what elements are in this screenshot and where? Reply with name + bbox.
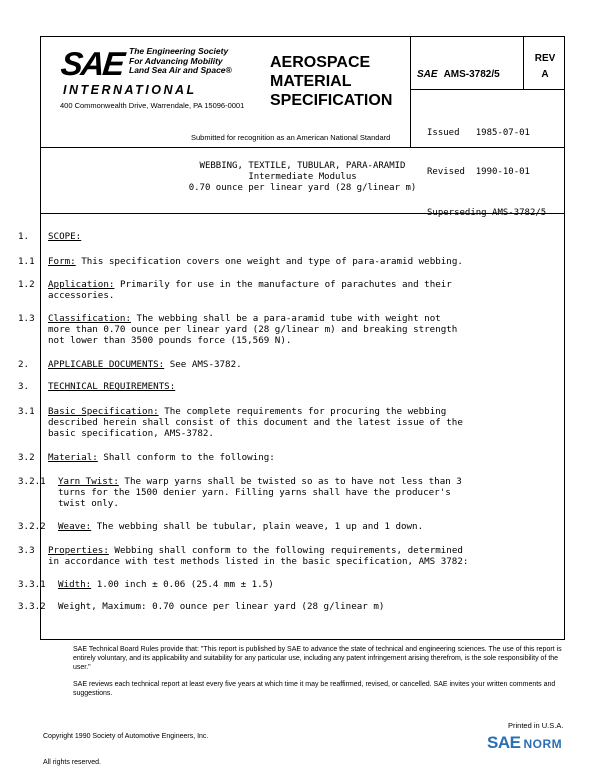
title-line: MATERIAL — [270, 73, 352, 90]
section-3-2-1 — [58, 476, 462, 487]
watermark-norm: NORM — [523, 737, 563, 751]
section-number: 3.2.2 — [18, 521, 46, 532]
section-text: Webbing shall conform to the following requirements, determined — [114, 545, 463, 556]
doc-number-value: AMS-3782/5 — [443, 69, 500, 80]
title-line: AEROSPACE — [270, 54, 371, 71]
section-heading: APPLICABLE DOCUMENTS: — [48, 359, 165, 370]
header-divider-rev — [523, 37, 524, 89]
title-line: SPECIFICATION — [270, 92, 393, 109]
section-text: Shall conform to the following: — [103, 452, 275, 463]
section-2 — [48, 359, 242, 370]
section-text: basic specification, AMS-3782. — [48, 428, 214, 439]
sae-norm-watermark — [487, 733, 562, 753]
section-number: 2. — [18, 359, 30, 370]
copyright-line: All rights reserved. — [43, 758, 101, 766]
section-heading: Classification: — [48, 313, 131, 324]
section-text: accessories. — [48, 290, 115, 301]
section-text: turns for the 1500 denier yarn. Filling yarns shall have the producer's — [58, 487, 451, 498]
section-number: 3. — [18, 381, 30, 392]
footer-notices — [73, 645, 563, 706]
review-notice: SAE reviews each technical report at least every five years at which time it may be reaffirmed, revised, or cancelled. SAE invites your written comments and suggestions. — [73, 681, 556, 697]
section-1-3 — [48, 313, 441, 324]
section-number: 3.3.1 — [18, 579, 46, 590]
subject-line-3: 0.70 ounce per linear yard (28 g/linear m) — [188, 183, 417, 193]
section-3-3-1 — [58, 579, 274, 590]
tagline-line: The Engineering Society — [129, 46, 229, 56]
section-text: described herein shall consist of this document and the latest issue of the — [48, 417, 463, 428]
revision-box — [525, 51, 565, 83]
section-heading: Basic Specification: — [48, 406, 159, 417]
section-number: 3.2 — [18, 452, 35, 463]
section-3-3 — [48, 545, 463, 556]
section-number: 1.3 — [18, 313, 35, 324]
section-text: The webbing shall be a para-aramid tube with weight not — [136, 313, 441, 324]
section-number: 1.2 — [18, 279, 35, 290]
section-text: in accordance with test methods listed in the basic specification, AMS 3782: — [48, 556, 469, 567]
header-divider-horizontal — [410, 89, 564, 90]
section-1-1 — [48, 256, 463, 267]
doc-prefix: SAE — [417, 69, 438, 80]
section-text: not lower than 3500 pounds force (15,569 N). — [48, 335, 292, 346]
sae-tagline — [129, 47, 232, 76]
section-text: See AMS-3782. — [169, 359, 242, 370]
section-heading: Properties: — [48, 545, 109, 556]
address: 400 Commonwealth Drive, Warrendale, PA 15096-0001 — [60, 101, 245, 110]
section-heading: Form: — [48, 256, 76, 267]
section-1-2 — [48, 279, 452, 290]
subject-line-1: WEBBING, TEXTILE, TUBULAR, PARA-ARAMID — [199, 161, 406, 171]
section-heading: Weave: — [58, 521, 92, 532]
tagline-line: Land Sea Air and Space® — [129, 65, 232, 75]
section-text: Primarily for use in the manufacture of parachutes and their — [119, 279, 452, 290]
international-wordmark: INTERNATIONAL — [63, 83, 197, 97]
rev-value: A — [541, 69, 549, 80]
copyright — [43, 716, 208, 776]
section-text: 1.00 inch ± 0.06 (25.4 mm ± 1.5) — [96, 579, 274, 590]
section-3-3-2 — [58, 601, 384, 612]
technical-board-notice: SAE Technical Board Rules provide that: "This report is published by SAE to advance the state of technical and engineering sciences. The use of this report is entirely voluntary, and its applicability and suitability for any particular use, including any patent infringement arising therefrom, is the sole responsibility of the user." — [73, 646, 562, 671]
section-text: more than 0.70 ounce per linear yard (28 g/linear m) and breaking strength — [48, 324, 458, 335]
tagline-line: For Advancing Mobility — [129, 55, 223, 66]
section-text: 0.70 ounce per linear yard (28 g/linear m) — [152, 601, 385, 612]
section-3-2-2 — [58, 521, 423, 532]
section-3-1 — [48, 406, 446, 417]
document-type-title — [270, 53, 392, 110]
section-number: 3.1 — [18, 406, 35, 417]
section-number: 3.3.2 — [18, 601, 46, 612]
watermark-sae: SAE — [487, 733, 521, 752]
copyright-line: Copyright 1990 Society of Automotive Engineers, Inc. — [43, 733, 209, 740]
section-number: 3.3 — [18, 545, 35, 556]
section-heading: Material: — [48, 452, 98, 463]
section-title: SCOPE: — [48, 231, 82, 242]
section-text: twist only. — [58, 498, 119, 509]
subject-line-2: Intermediate Modulus — [248, 172, 357, 182]
section-heading: Weight, Maximum: — [58, 601, 147, 612]
section-heading: Width: — [58, 579, 92, 590]
section-text: This specification covers one weight and type of para-aramid webbing. — [81, 256, 463, 267]
section-title: TECHNICAL REQUIREMENTS: — [48, 381, 176, 392]
section-text: The complete requirements for procuring the webbing — [164, 406, 447, 417]
rev-label: REV — [534, 53, 556, 64]
section-heading: Yarn Twist: — [58, 476, 119, 487]
subject-block — [41, 161, 564, 194]
section-heading: Application: — [48, 279, 115, 290]
printed-in: Printed in U.S.A. — [508, 721, 564, 730]
section-number: 3.2.1 — [18, 476, 46, 487]
revised-date: Revised 1990-10-01 — [427, 167, 530, 177]
issued-date: Issued 1985-07-01 — [427, 128, 530, 138]
ansi-recognition-note: Submitted for recognition as an American National Standard — [191, 133, 391, 142]
section-number: 1.1 — [18, 256, 35, 267]
superseding: Superseding AMS-3782/5 — [427, 208, 547, 218]
section-text: The warp yarns shall be twisted so as to have not less than 3 — [124, 476, 462, 487]
section-text: The webbing shall be tubular, plain weave, 1 up and 1 down. — [96, 521, 424, 532]
document-number — [417, 69, 500, 80]
section-number: 1. — [18, 231, 30, 242]
section-3-2 — [48, 452, 275, 463]
header-divider-1 — [410, 37, 411, 147]
sae-logo: SAE — [59, 45, 125, 82]
